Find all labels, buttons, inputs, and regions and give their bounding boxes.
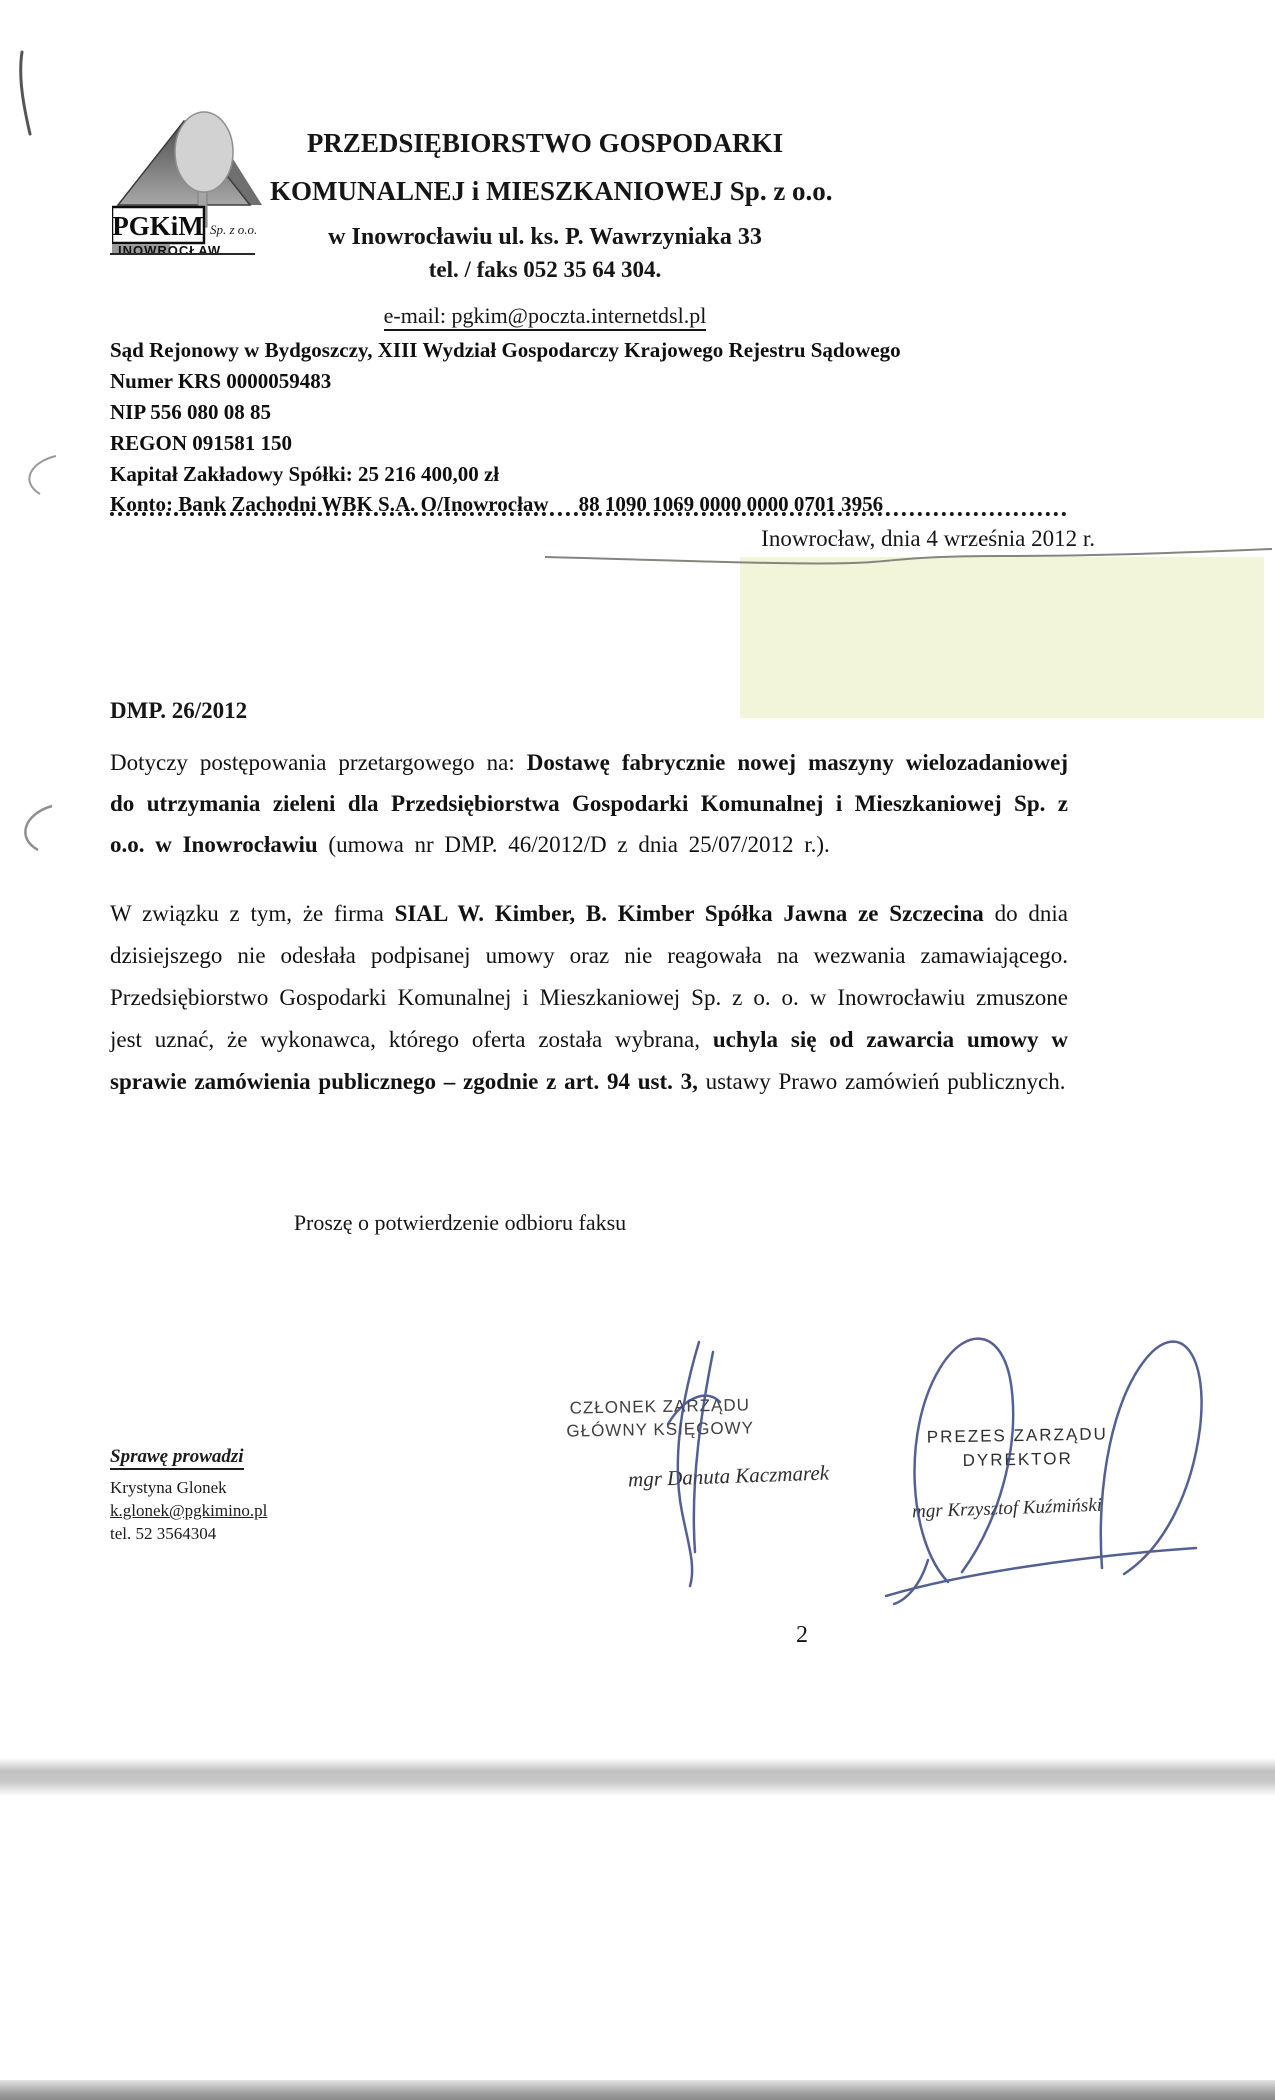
contact-phone: tel. 52 3564304 [110, 1524, 217, 1543]
dateline: Inowrocław, dnia 4 września 2012 r. [761, 526, 1095, 551]
subject-bold: Dostawę fabrycznie nowej maszyny wielozadaniowej do utrzymania zieleni dla Przedsiębiorstwa Gospodarki Komunalnej i Mieszkaniowej Sp. z o.o. w Inowrocławiu [110, 750, 1068, 857]
contact-heading-text: Sprawę prowadzi [110, 1446, 244, 1470]
registry-krs-line: Numer KRS 0000059483 [110, 369, 332, 393]
stamp-left-name: mgr Danuta Kaczmarek [627, 1460, 830, 1492]
stamp-president-director [895, 1422, 1141, 1474]
registry-regon-line: REGON 091581 150 [110, 431, 293, 455]
closing-request: Proszę o potwierdzenie odbioru faksu [293, 1210, 627, 1235]
main-middle: do dnia dzisiejszego nie odesłała podpisanej umowy oraz nie reagowała na wezwania zamawiającego. Przedsiębiorstwo Gospodarki Komunalnej i Mieszkaniowej Sp. z o. o. w Inowrocławiu zmuszone jest uznać, że wykonawca, którego oferta została wybrana, [110, 901, 1068, 1052]
registry-nip-line: NIP 556 080 08 85 [110, 400, 272, 424]
company-email-text: e-mail: pgkim@poczta.internetdsl.pl [384, 303, 707, 331]
tree-crown-icon [175, 112, 233, 192]
logo-suffix-text: Sp. z o.o. [210, 222, 258, 237]
scan-band-bottom [0, 2080, 1275, 2100]
subject-intro: Dotyczy postępowania przetargowego na: [110, 750, 527, 775]
company-phone-line: tel. / faks 052 35 64 304. [428, 257, 662, 282]
stamp-left-line1: CZŁONEK ZARZĄDU [569, 1395, 751, 1418]
registry-court-line: Sąd Rejonowy w Bydgoszczy, XIII Wydział Gospodarczy Krajowego Rejestru Sądowego [110, 338, 901, 362]
company-address-line: w Inowrocławiu ul. ks. P. Wawrzyniaka 33 [328, 224, 762, 250]
subject-tail: (umowa nr DMP. 46/2012/D z dnia 25/07/2012 r.). [317, 832, 830, 857]
registry-capital-line: Kapitał Zakładowy Spółki: 25 216 400,00 zł [110, 462, 500, 486]
contact-person: Krystyna Glonek [110, 1478, 227, 1497]
main-statement-bold: uchyla się od zawarcia umowy w sprawie zamówienia publicznego – zgodnie z art. 94 ust. 3, [110, 1027, 1068, 1094]
paragraph-main [110, 893, 1068, 1103]
margin-arc-lower [25, 806, 52, 850]
logo-city-text: INOWROCŁAW [118, 243, 222, 255]
stamp-chief-accountant [535, 1393, 786, 1443]
stamp-right-line1: PREZES ZARZĄDU [926, 1424, 1108, 1447]
margin-arc-upper [29, 456, 56, 494]
pgkim-logo-graphic [112, 105, 262, 255]
stamp-left-line2: GŁÓWNY KSIĘGOWY [566, 1418, 755, 1441]
main-company-bold: SIAL W. Kimber, B. Kimber Spółka Jawna ze Szczecina [394, 901, 984, 926]
stamp-right-name: mgr Krzysztof Kuźmiński [911, 1494, 1103, 1523]
contact-email: k.glonek@pgkimino.pl [110, 1501, 268, 1520]
dotted-separator [110, 512, 1067, 516]
company-name-line1: PRZEDSIĘBIORSTWO GOSPODARKI [306, 128, 784, 158]
main-intro: W związku z tym, że firma [110, 901, 395, 926]
stamp-right-line2: DYREKTOR [962, 1449, 1073, 1470]
contact-heading [110, 1446, 244, 1468]
paragraph-subject [110, 742, 1068, 865]
company-name-line2: KOMUNALNEJ i MIESZKANIOWEJ Sp. z o.o. [270, 176, 833, 206]
yellow-highlight-block [740, 557, 1264, 718]
main-tail: ustawy Prawo zamówień publicznych. [697, 1069, 1066, 1094]
reference-number: DMP. 26/2012 [110, 698, 248, 723]
registry-account-number: 88 1090 1069 0000 0000 0701 3956 [578, 492, 884, 516]
company-email-line [270, 303, 820, 329]
page-number: 2 [796, 1622, 808, 1648]
scan-band-middle [0, 1758, 1275, 1796]
pgkim-logo [112, 105, 262, 255]
logo-rule [110, 253, 255, 255]
registry-account-label: Konto: Bank Zachodni WBK S.A. O/Inowrocław [110, 492, 549, 516]
logo-acronym-text: PGKiM [112, 211, 204, 241]
pen-stroke-top-left [21, 52, 30, 134]
